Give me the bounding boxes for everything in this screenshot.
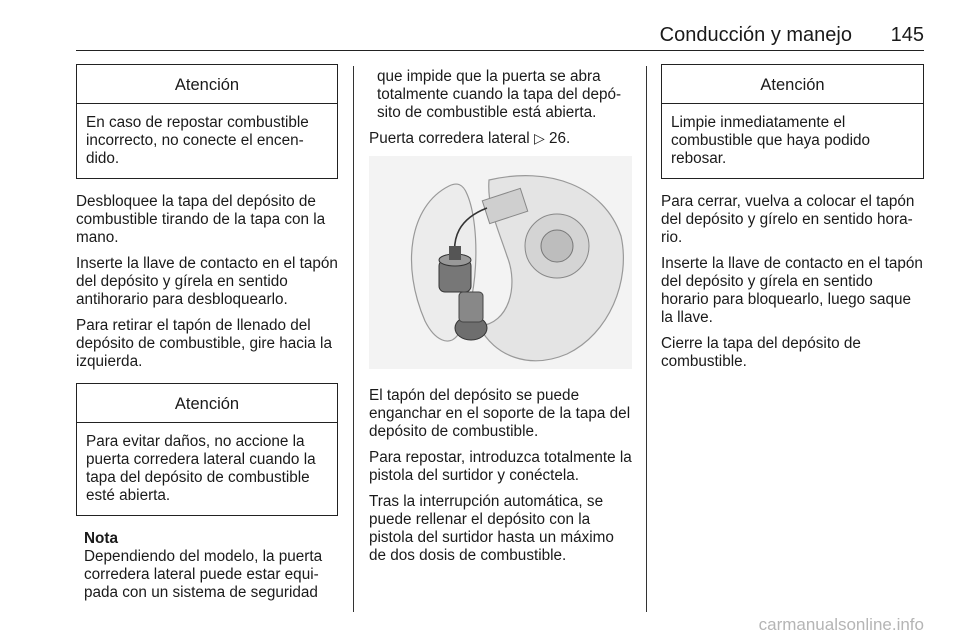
warning-text: En caso de repostar combustible incorrecto, no conecte el encen-dido.: [86, 114, 309, 167]
fuel-filler-cap-illustration: [369, 156, 632, 369]
warning-title: Atención: [77, 65, 337, 104]
warning-text: Para evitar daños, no accione la puerta corredera lateral cuando la tapa del depósito de combustible esté abierta.: [86, 433, 316, 504]
paragraph: Desbloquee la tapa del depósito de combustible tirando de la tapa con la mano.: [76, 193, 326, 246]
reference-page: 26.: [548, 130, 571, 147]
cross-reference: [369, 130, 632, 148]
paragraph: Inserte la llave de contacto en el tapón del depósito y gírela en sentido horario para bloquearlo, luego saque la llave.: [661, 255, 923, 326]
warning-box: [76, 64, 338, 179]
paragraph: Para repostar, introduzca totalmente la pistola del surtidor y conéctela.: [369, 449, 632, 484]
column-2: [369, 68, 632, 573]
warning-text: Limpie inmediatamente el combustible que haya podido rebosar.: [671, 114, 871, 167]
note: [76, 530, 338, 602]
fuel-cap-drawing: [369, 156, 632, 369]
site-watermark: carmanualsonline.info: [758, 615, 924, 634]
paragraph: Para retirar el tapón de llenado del depósito de combustible, gire hacia la izquierda.: [76, 317, 332, 370]
paragraph: Tras la interrupción automática, se puede rellenar el depósito con la pistola del surtidor hasta un máximo de dos dosis de combustible.: [369, 493, 614, 564]
reference-text: Puerta corredera lateral: [369, 130, 530, 147]
paragraph: Para cerrar, vuelva a colocar el tapón del depósito y gírelo en sentido hora-rio.: [661, 193, 915, 246]
warning-box: [661, 64, 924, 179]
warning-title: Atención: [662, 65, 923, 104]
page-reference-arrow-icon: ▷: [533, 131, 545, 147]
paragraph: Cierre la tapa del depósito de combustible.: [661, 335, 861, 370]
column-divider: [646, 66, 647, 612]
column-divider: [353, 66, 354, 612]
note-continuation: que impide que la puerta se abra totalmente cuando la tapa del depó-sito de combustible está abierta.: [377, 68, 622, 121]
note-text: Dependiendo del modelo, la puerta corredera lateral puede estar equi-pada con un sistema de seguridad: [84, 548, 323, 601]
page-number: 145: [890, 24, 924, 46]
warning-box: [76, 383, 338, 516]
warning-title: Atención: [77, 384, 337, 423]
paragraph: Inserte la llave de contacto en el tapón del depósito y gírela en sentido antihorario para desbloquearlo.: [76, 255, 338, 308]
note-title: Nota: [84, 530, 118, 547]
page-header: [76, 24, 924, 51]
section-title: Conducción y manejo: [659, 24, 852, 46]
paragraph: El tapón del depósito se puede enganchar en el soporte de la tapa del depósito de combustible.: [369, 387, 631, 440]
column-1: [76, 64, 338, 602]
column-3: [661, 64, 924, 379]
